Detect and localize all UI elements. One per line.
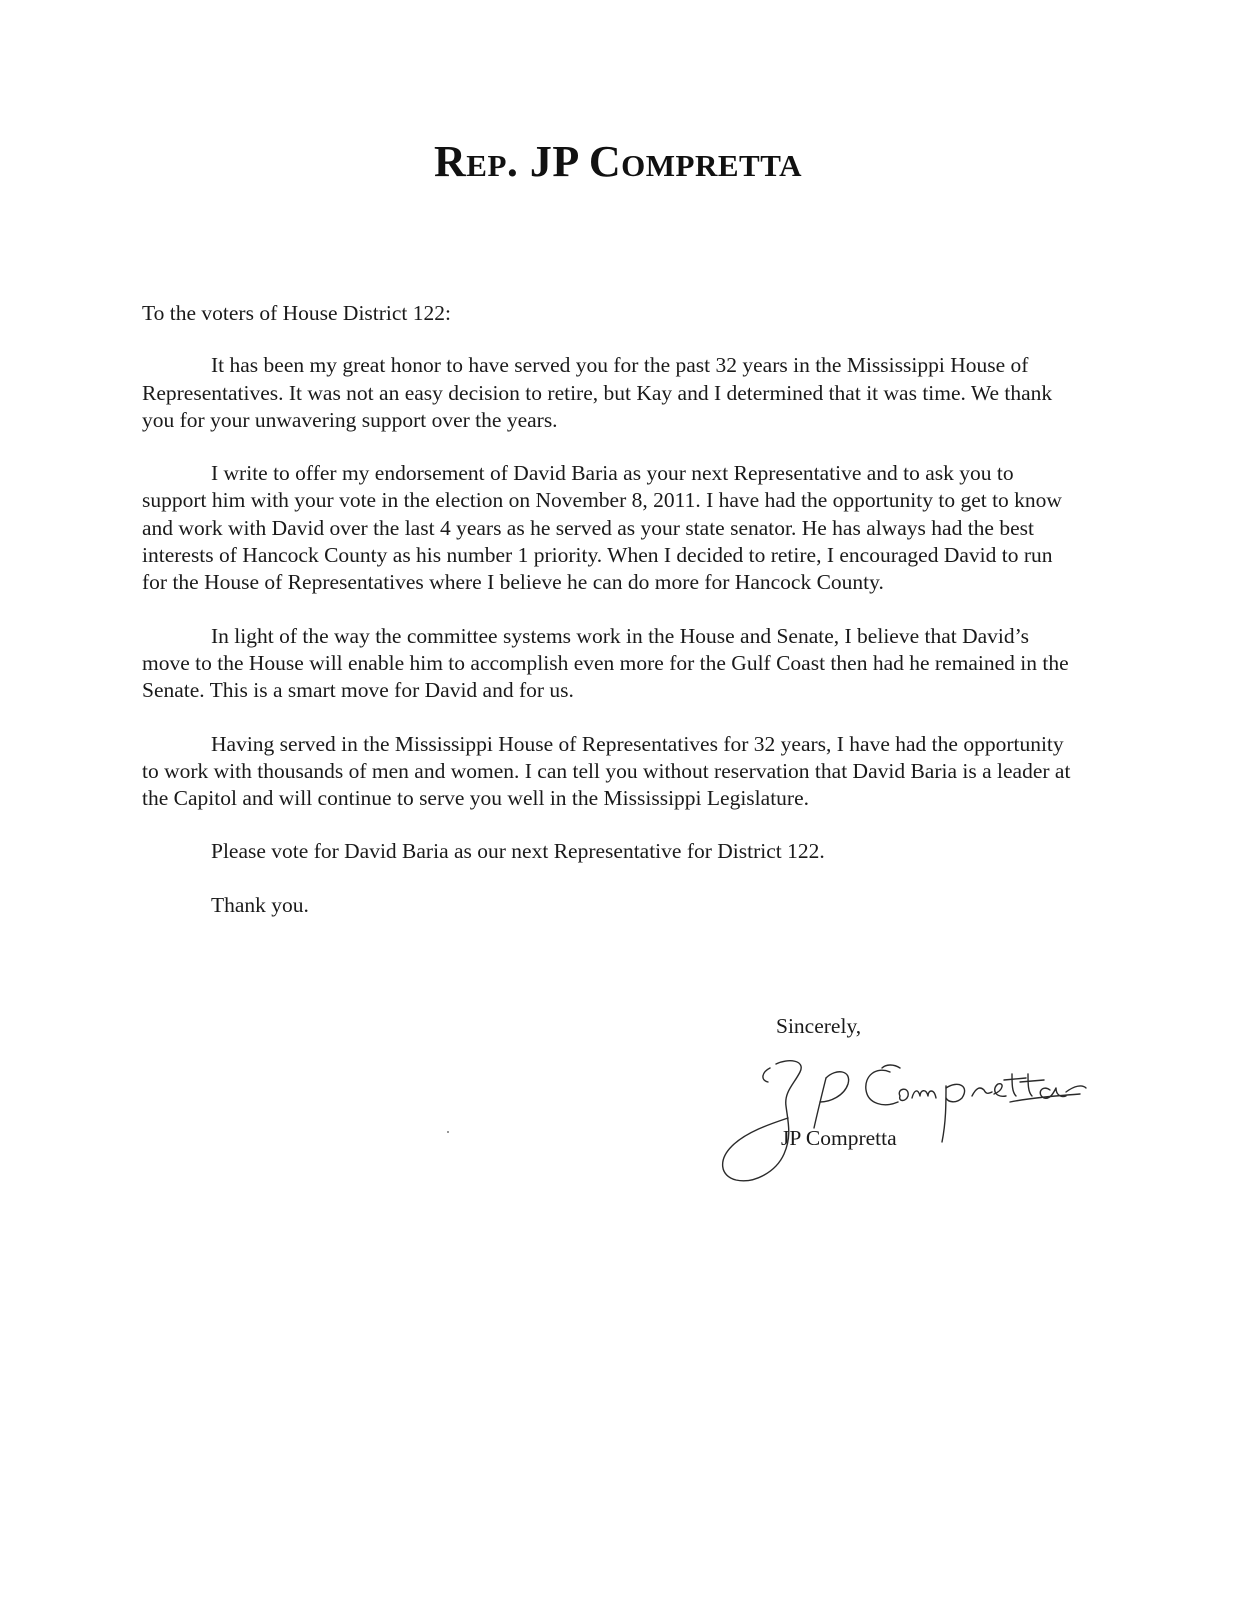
handwritten-signature <box>714 1052 1094 1192</box>
letterhead-title: Rep. JP Compretta <box>434 137 802 186</box>
scan-speck <box>447 1131 449 1133</box>
paragraph-experience: Having served in the Mississippi House of Representatives for 32 years, I have had the opportunity to work with thousands of men and women. I can tell you without reservation that David Baria is a leader at the Capitol and will continue to serve you well in the Mississippi Legislature. <box>142 731 1071 811</box>
valediction: Sincerely, <box>776 1014 862 1038</box>
thank-you: Thank you. <box>211 892 309 917</box>
letter-body <box>142 300 1072 945</box>
salutation: To the voters of House District 122: <box>142 301 451 325</box>
paragraph-committee: In light of the way the committee systems work in the House and Senate, I believe that David’s move to the House will enable him to accomplish even more for the Gulf Coast then had he remained in the Senate. This is a smart move for David and for us. <box>142 623 1069 703</box>
vote-appeal: Please vote for David Baria as our next Representative for District 122. <box>211 839 825 864</box>
paragraph-endorsement: I write to offer my endorsement of David Baria as your next Representative and to ask you to support him with your vote in the election on November 8, 2011. I have had the opportunity to get to know and work with David over the last 4 years as he served as your state senator. He has always had the best interests of Hancock County as his number 1 priority. When I decided to retire, I encouraged David to run for the House of Representatives where I believe he can do more for Hancock County. <box>142 461 1062 595</box>
paragraph-service: It has been my great honor to have served you for the past 32 years in the Mississippi House of Representatives. It was not an easy decision to retire, but Kay and I determined that it was time. We thank you for your unwavering support over the years. <box>142 353 1053 432</box>
signed-name: JP Compretta <box>781 1126 897 1150</box>
